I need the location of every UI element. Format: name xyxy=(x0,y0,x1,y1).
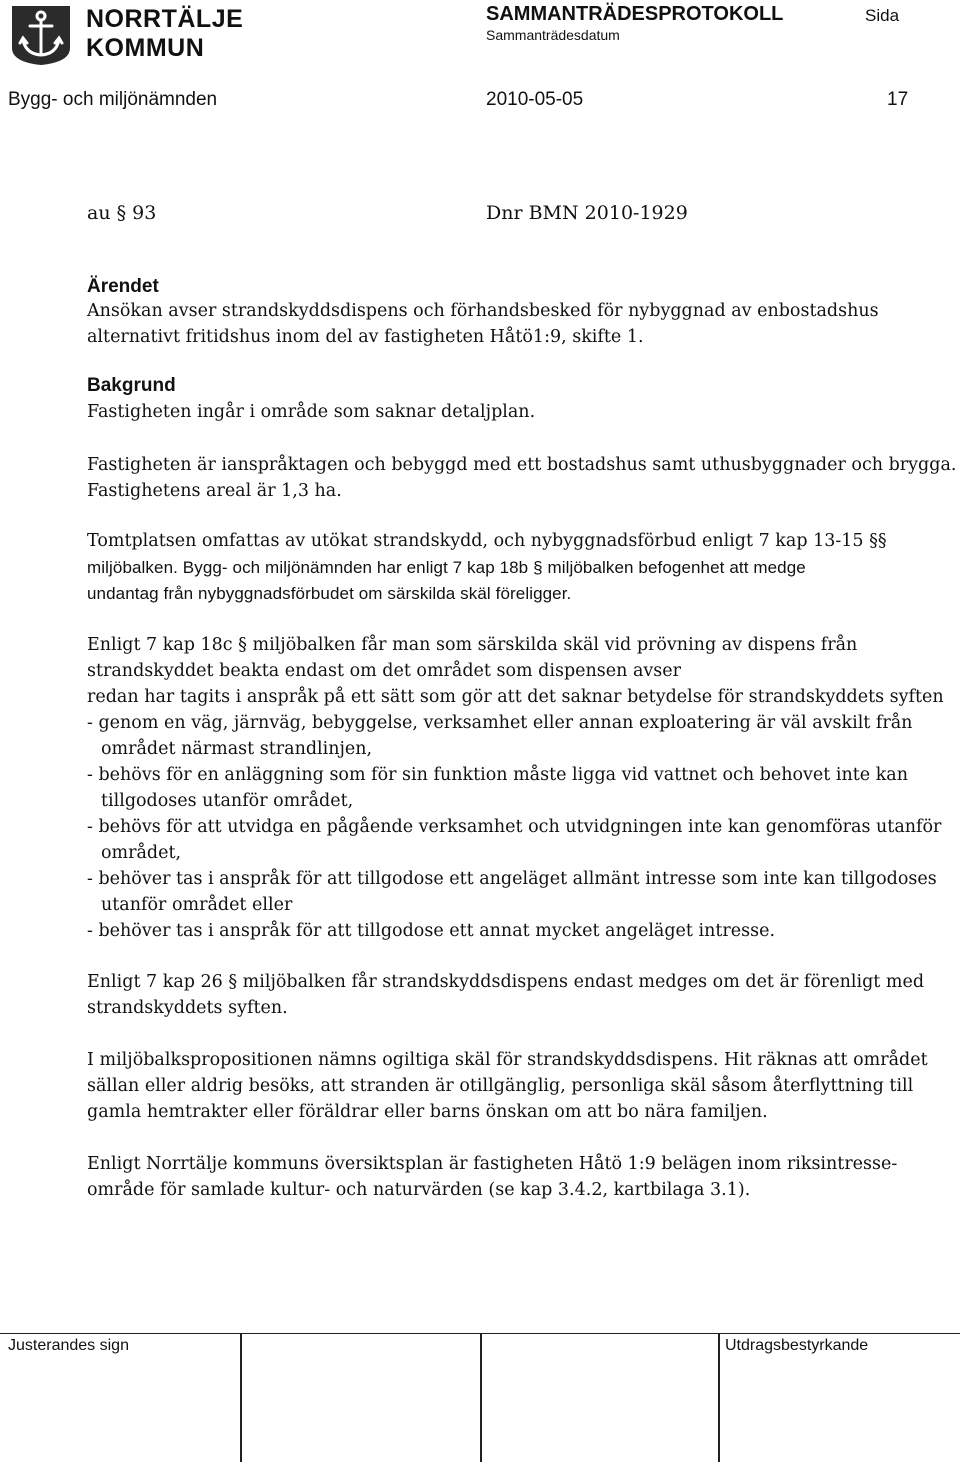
paragraph-reference: au § 93 xyxy=(87,202,157,224)
page-number: 17 xyxy=(887,89,909,110)
kap26-line: Enligt 7 kap 26 § miljöbalken får strandskyddsdispens endast medges om det är förenligt med xyxy=(87,972,925,992)
kap18c-line: Enligt 7 kap 18c § miljöbalken får man som särskilda skäl vid prövning av dispens från xyxy=(87,635,858,655)
signature-label: Justerandes sign xyxy=(8,1337,129,1354)
logo-text-kommun: KOMMUN xyxy=(86,34,205,62)
page-label: Sida xyxy=(865,6,900,25)
proposition-line: sällan eller aldrig besöks, att stranden är otillgänglig, personliga skäl såsom återflyttning till xyxy=(87,1076,914,1096)
diary-number: Dnr BMN 2010-1929 xyxy=(486,202,688,224)
logo-text-norrtalje: NORRTÄLJE xyxy=(86,5,244,33)
property-line: Fastighetens areal är 1,3 ha. xyxy=(87,481,342,501)
kap18c-bullet: - behöver tas i anspråk för att tillgodose ett angeläget allmänt intresse som inte kan tillgodoses xyxy=(87,869,937,889)
kap26-line: strandskyddets syften. xyxy=(87,998,288,1018)
property-line: Fastigheten är ianspråktagen och bebyggd med ett bostadshus samt uthusbyggnader och brygga. xyxy=(87,455,957,475)
proposition-line: gamla hemtrakter eller föräldrar eller barns önskan om att bo nära familjen. xyxy=(87,1102,768,1122)
kap18c-bullet-continuation: tillgodoses utanför området, xyxy=(101,791,354,811)
heading-arendet: Ärendet xyxy=(87,276,159,297)
kap18c-bullet: - behövs för en anläggning som för sin funktion måste ligga vid vattnet och behovet inte kan xyxy=(87,765,909,785)
oversiktsplan-line: Enligt Norrtälje kommuns översiktsplan är fastigheten Håtö 1:9 belägen inom riksintresse- xyxy=(87,1154,898,1174)
footer-divider xyxy=(240,1333,242,1462)
meeting-date-label: Sammanträdesdatum xyxy=(486,27,620,43)
board-name: Bygg- och miljönämnden xyxy=(8,89,218,110)
tomtplats-line: Tomtplatsen omfattas av utökat strandskydd, och nybyggnadsförbud enligt 7 kap 13-15 §§ xyxy=(87,531,887,551)
proposition-line: I miljöbalkspropositionen nämns ogiltiga skäl för strandskyddsdispens. Hit räknas att området xyxy=(87,1050,928,1070)
bakgrund-line: Fastigheten ingår i område som saknar detaljplan. xyxy=(87,402,536,422)
certificate-label: Utdragsbestyrkande xyxy=(725,1337,869,1354)
meeting-date: 2010-05-05 xyxy=(486,89,584,110)
tomtplats-line: undantag från nybyggnadsförbudet om särskilda skäl föreligger. xyxy=(87,584,572,603)
footer-divider xyxy=(480,1333,482,1462)
tomtplats-line: miljöbalken. Bygg- och miljönämnden har enligt 7 kap 18b § miljöbalken befogenhet att medge xyxy=(87,558,806,577)
kap18c-bullet: - behövs för att utvidga en pågående verksamhet och utvidgningen inte kan genomföras utanför xyxy=(87,817,942,837)
footer-divider xyxy=(718,1333,720,1462)
document-type: SAMMANTRÄDESPROTOKOLL xyxy=(486,3,784,25)
kap18c-bullet: - genom en väg, järnväg, bebyggelse, verksamhet eller annan exploatering är väl avskilt från xyxy=(87,713,913,733)
kap18c-bullet-continuation: området närmast strandlinjen, xyxy=(101,739,373,759)
arendet-line: alternativt fritidshus inom del av fastigheten Håtö1:9, skifte 1. xyxy=(87,327,644,347)
kap18c-line: strandskyddet beakta endast om det området som dispensen avser xyxy=(87,661,681,681)
kap18c-line: redan har tagits i anspråk på ett sätt som gör att det saknar betydelse för strandskyddets syften xyxy=(87,687,944,707)
anchor-emblem-icon xyxy=(8,4,74,66)
kap18c-bullet-continuation: området, xyxy=(101,843,182,863)
kap18c-bullet: - behöver tas i anspråk för att tillgodose ett annat mycket angeläget intresse. xyxy=(87,921,776,941)
heading-bakgrund: Bakgrund xyxy=(87,375,176,396)
oversiktsplan-line: område för samlade kultur- och naturvärden (se kap 3.4.2, kartbilaga 3.1). xyxy=(87,1180,751,1200)
arendet-line: Ansökan avser strandskyddsdispens och förhandsbesked för nybyggnad av enbostadshus xyxy=(87,301,879,321)
kap18c-bullet-continuation: utanför området eller xyxy=(101,895,293,915)
